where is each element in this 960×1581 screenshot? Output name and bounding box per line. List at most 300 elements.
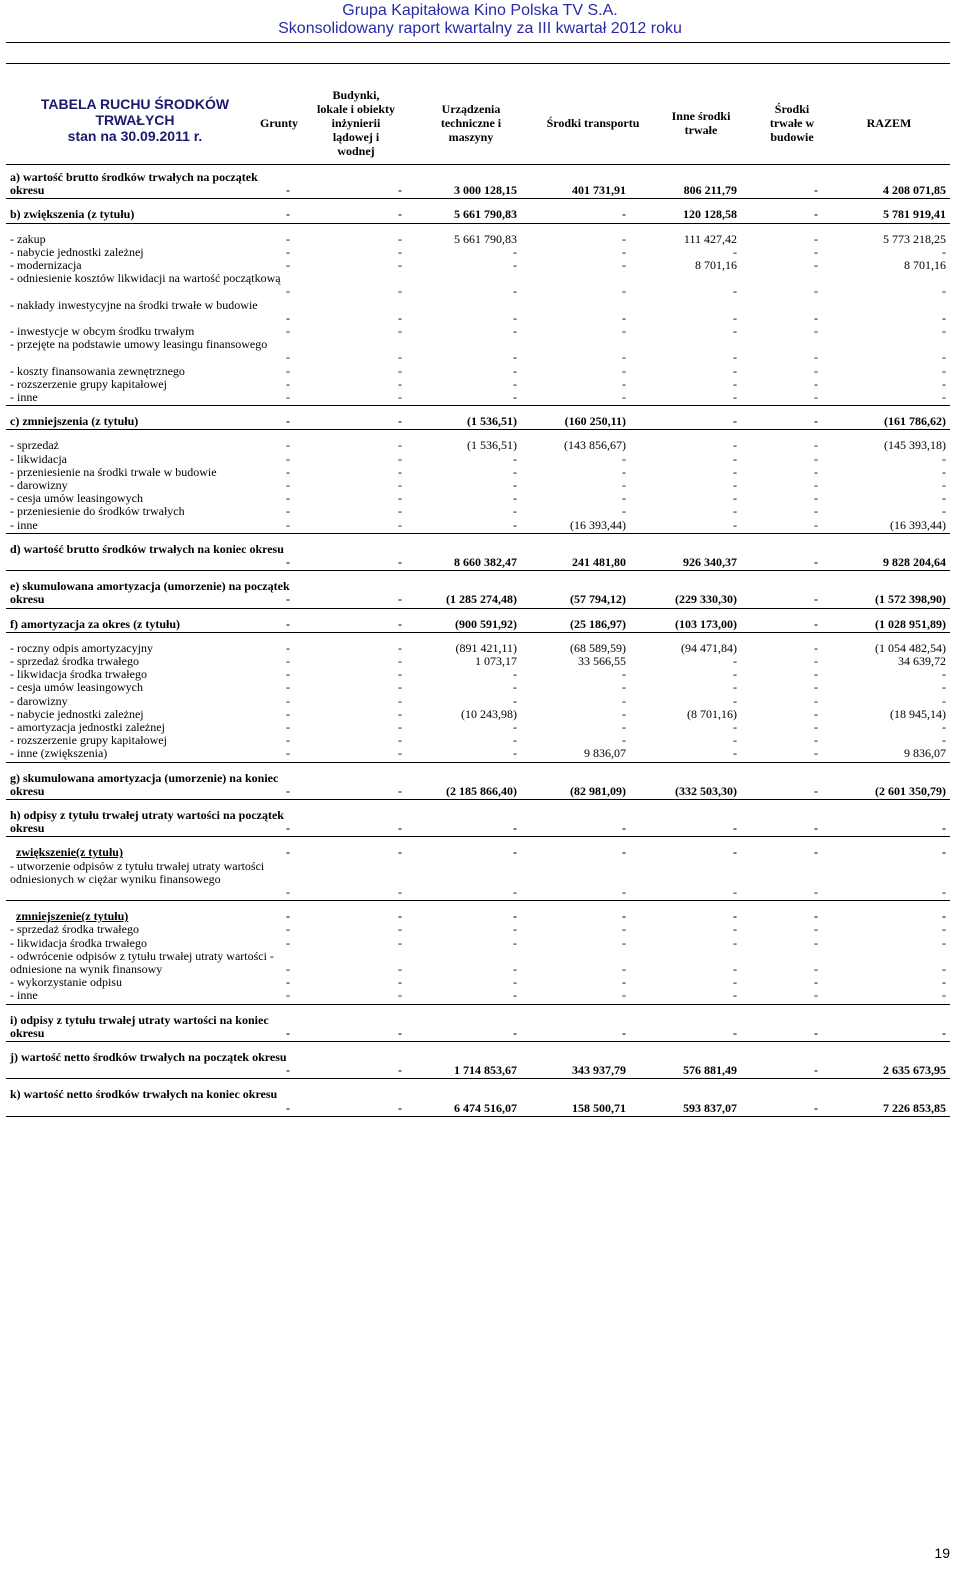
row-value-col-5: - [733, 988, 737, 1003]
row-label: b) zwiększenia (z tytułu) [10, 207, 135, 222]
row-value-col-3: - [513, 720, 517, 734]
row-value-col-4: (25 186,97) [570, 616, 626, 631]
table-title [10, 96, 260, 144]
row-value-col-2: - [398, 975, 402, 990]
row-value-col-3: - [513, 733, 517, 748]
row-value-col-4: - [622, 1025, 626, 1040]
row-value-col-7: - [942, 680, 946, 695]
table-row [6, 391, 950, 404]
row-value-col-5: (94 471,84) [681, 640, 737, 655]
row-value-col-5: - [733, 376, 737, 391]
row-value-col-2: - [398, 640, 402, 655]
table-row [6, 519, 950, 532]
table-row [6, 453, 950, 466]
document-header [0, 0, 960, 38]
row-value-col-4: - [622, 935, 626, 950]
row-value-col-6: - [814, 935, 818, 950]
row-value-col-6: - [814, 350, 818, 365]
row-value-col-6: - [814, 592, 818, 607]
row-value-col-4: - [622, 350, 626, 365]
row-value-col-3: - [513, 988, 517, 1003]
row-value-col-2: - [398, 244, 402, 259]
row-label: - inne [10, 517, 38, 532]
row-value-col-7: - [942, 284, 946, 299]
row-value-col-5: - [733, 935, 737, 950]
row-divider [6, 1116, 950, 1117]
row-value-col-7: - [942, 491, 946, 506]
row-value-col-6: - [814, 746, 818, 761]
row-label: - darowizny [10, 478, 68, 492]
table-row [6, 923, 950, 936]
row-value-col-6: - [814, 478, 818, 492]
row-value-col-6: - [814, 733, 818, 748]
row-value-col-1: - [286, 616, 290, 631]
row-value-col-1: - [286, 390, 290, 404]
row-value-col-7: - [942, 720, 946, 734]
row-value-col-2: - [398, 451, 402, 466]
row-value-col-1: - [286, 909, 290, 924]
row-value-col-2: - [398, 720, 402, 734]
row-value-col-5: - [733, 746, 737, 761]
row-value-col-4: - [622, 821, 626, 836]
row-value-col-1: - [286, 961, 290, 976]
row-value-col-2: - [398, 183, 402, 198]
row-label: - rozszerzenie grupy kapitałowej [10, 376, 167, 391]
header-report-title: Skonsolidowany raport kwartalny za III kwartał 2012 roku [278, 20, 682, 37]
row-value-col-5: - [733, 438, 737, 453]
header-company: Grupa Kapitałowa Kino Polska TV S.A. [342, 2, 618, 19]
row-value-col-3: 3 000 128,15 [454, 183, 517, 198]
row-value-col-1: - [286, 693, 290, 708]
col-header-inne: Inne środki trwałe [671, 109, 731, 137]
row-value-col-7: - [942, 988, 946, 1003]
row-value-col-7: 9 828 204,64 [883, 554, 946, 569]
row-label: - wykorzystanie odpisu [10, 975, 122, 990]
row-value-col-3: - [513, 350, 517, 365]
table-row [6, 655, 950, 668]
row-value-col-6: - [814, 961, 818, 976]
row-value-col-4: - [622, 244, 626, 259]
table-row [6, 272, 950, 298]
row-divider [6, 223, 950, 224]
row-value-col-6: - [814, 1063, 818, 1078]
row-value-col-3: (1 536,51) [467, 438, 517, 453]
row-label: k) wartość netto środków trwałych na koniec okresu [10, 1087, 278, 1102]
row-value-col-4: 33 566,55 [578, 654, 626, 668]
row-divider [6, 405, 950, 406]
row-value-col-4: (57 794,12) [570, 592, 626, 607]
row-value-col-1: - [286, 746, 290, 761]
table-header [6, 84, 950, 162]
row-value-col-7: - [942, 478, 946, 492]
row-value-col-7: 9 836,07 [904, 746, 946, 761]
row-value-col-1: - [286, 414, 290, 429]
row-value-col-5: 806 211,79 [683, 183, 737, 198]
row-value-col-3: - [513, 667, 517, 682]
row-value-col-4: (160 250,11) [564, 414, 626, 429]
table-row [6, 976, 950, 989]
row-value-col-3: - [513, 935, 517, 950]
row-value-col-7: 8 701,16 [904, 258, 946, 272]
row-value-col-2: - [398, 616, 402, 631]
row-value-col-2: - [398, 207, 402, 222]
row-value-col-1: - [286, 491, 290, 506]
table-title-line2: TRWAŁYCH [95, 112, 175, 128]
row-value-col-2: - [398, 845, 402, 860]
row-value-col-7: - [942, 961, 946, 976]
row-label: - likwidacja [10, 451, 67, 466]
row-value-col-5: - [733, 845, 737, 860]
row-value-col-1: - [286, 654, 290, 668]
row-value-col-6: - [814, 922, 818, 937]
row-value-col-3: - [513, 821, 517, 836]
table-row [6, 365, 950, 378]
table-row [6, 668, 950, 681]
table-row [6, 747, 950, 760]
row-value-col-6: - [814, 258, 818, 272]
row-value-col-5: - [733, 922, 737, 937]
row-value-col-5: (103 173,00) [675, 616, 737, 631]
row-value-col-4: - [622, 451, 626, 466]
row-value-col-7: - [942, 884, 946, 899]
row-value-col-7: - [942, 845, 946, 860]
row-value-col-2: - [398, 258, 402, 272]
table-row [6, 1051, 950, 1077]
table-row [6, 937, 950, 950]
row-label: h) odpisy z tytułu trwałej utraty wartości na początek okresu [10, 808, 284, 835]
row-value-col-3: (1 536,51) [467, 414, 517, 429]
row-value-col-2: - [398, 376, 402, 391]
row-value-col-3: - [513, 845, 517, 860]
row-value-col-1: - [286, 1063, 290, 1078]
row-value-col-6: - [814, 231, 818, 246]
row-value-col-7: - [942, 244, 946, 259]
row-divider [6, 533, 950, 534]
row-value-col-7: 4 208 071,85 [883, 183, 946, 198]
table-row [6, 439, 950, 452]
row-value-col-5: (332 503,30) [675, 783, 737, 798]
row-value-col-7: (2 601 350,79) [875, 783, 946, 798]
row-value-col-7: - [942, 693, 946, 708]
row-value-col-1: - [286, 554, 290, 569]
row-value-col-7: 5 781 919,41 [883, 207, 946, 222]
row-value-col-5: - [733, 733, 737, 748]
row-label: - nakłady inwestycyjne na środki trwałe w budowie [10, 297, 258, 312]
row-value-col-5: - [733, 363, 737, 378]
table-title-line3: stan na 30.09.2011 r. [67, 128, 203, 144]
row-value-col-6: - [814, 693, 818, 708]
row-value-col-3: (900 591,92) [455, 616, 517, 631]
row-label: - modernizacja [10, 258, 82, 272]
row-value-col-1: - [286, 376, 290, 391]
row-divider [6, 1078, 950, 1079]
row-value-col-4: - [622, 207, 626, 222]
row-value-col-5: (229 330,30) [675, 592, 737, 607]
row-label: - inne [10, 390, 38, 404]
row-divider [6, 762, 950, 763]
row-value-col-2: - [398, 363, 402, 378]
table-row [6, 950, 950, 976]
row-value-col-3: 5 661 790,83 [454, 207, 517, 222]
row-value-col-4: - [622, 464, 626, 479]
row-value-col-2: - [398, 284, 402, 299]
row-value-col-4: - [622, 909, 626, 924]
row-value-col-6: - [814, 244, 818, 259]
row-divider [6, 799, 950, 800]
table-row [6, 415, 950, 428]
row-value-col-5: - [733, 491, 737, 506]
row-value-col-6: - [814, 438, 818, 453]
row-value-col-1: - [286, 183, 290, 198]
table-row [6, 1088, 950, 1114]
row-value-col-3: (1 285 274,48) [446, 592, 517, 607]
row-value-col-2: - [398, 491, 402, 506]
row-value-col-7: 7 226 853,85 [883, 1100, 946, 1115]
row-value-col-3: 8 660 382,47 [454, 554, 517, 569]
row-value-col-5: 120 128,58 [683, 207, 737, 222]
row-value-col-2: - [398, 390, 402, 404]
row-value-col-3: - [513, 693, 517, 708]
row-value-col-6: - [814, 616, 818, 631]
table-row [6, 580, 950, 606]
row-value-col-6: - [814, 324, 818, 338]
row-value-col-7: 34 639,72 [898, 654, 946, 668]
row-value-col-7: (18 945,14) [890, 706, 946, 721]
row-value-col-6: - [814, 504, 818, 519]
row-label: zwiększenie(z tytułu) [16, 845, 123, 860]
row-value-col-7: (1 028 951,89) [875, 616, 946, 631]
row-value-col-4: (16 393,44) [570, 517, 626, 532]
row-label: - roczny odpis amortyzacyjny [10, 640, 153, 655]
row-value-col-7: (1 572 398,90) [875, 592, 946, 607]
row-value-col-1: - [286, 350, 290, 365]
row-value-col-4: - [622, 988, 626, 1003]
table-row [6, 233, 950, 246]
row-value-col-4: - [622, 733, 626, 748]
row-value-col-1: - [286, 680, 290, 695]
row-value-col-3: - [513, 504, 517, 519]
table-row [6, 479, 950, 492]
row-value-col-6: - [814, 720, 818, 734]
table-row [6, 846, 950, 859]
row-value-col-1: - [286, 783, 290, 798]
row-value-col-4: 9 836,07 [584, 746, 626, 761]
row-value-col-2: - [398, 414, 402, 429]
row-value-col-3: - [513, 451, 517, 466]
row-value-col-6: - [814, 207, 818, 222]
row-label: d) wartość brutto środków trwałych na koniec okresu [10, 541, 284, 556]
row-divider [6, 632, 950, 633]
row-value-col-5: - [733, 478, 737, 492]
row-label: f) amortyzacja za okres (z tytułu) [10, 616, 181, 631]
table-row [6, 618, 950, 631]
row-value-col-3: - [513, 363, 517, 378]
row-value-col-3: (891 421,11) [455, 640, 517, 655]
table-row [6, 708, 950, 721]
row-value-col-1: - [286, 988, 290, 1003]
row-value-col-4: - [622, 706, 626, 721]
row-value-col-1: - [286, 884, 290, 899]
row-divider [6, 1004, 950, 1005]
row-label: - zakup [10, 231, 46, 246]
table-row [6, 910, 950, 923]
row-value-col-1: - [286, 231, 290, 246]
table-row [6, 989, 950, 1002]
row-value-col-7: - [942, 922, 946, 937]
row-value-col-6: - [814, 988, 818, 1003]
row-value-col-4: - [622, 680, 626, 695]
row-value-col-1: - [286, 845, 290, 860]
row-value-col-6: - [814, 451, 818, 466]
row-value-col-6: - [814, 884, 818, 899]
table-row [6, 338, 950, 364]
row-value-col-3: - [513, 746, 517, 761]
row-value-col-5: - [733, 884, 737, 899]
row-value-col-6: - [814, 414, 818, 429]
row-value-col-1: - [286, 720, 290, 734]
row-value-col-7: - [942, 935, 946, 950]
row-value-col-3: - [513, 376, 517, 391]
row-label: g) skumulowana amortyzacja (umorzenie) na koniec okresu [10, 770, 279, 798]
row-value-col-1: - [286, 935, 290, 950]
row-value-col-4: - [622, 284, 626, 299]
row-label: - utworzenie odpisów z tytułu trwałej utraty wartości odniesionych w ciężar wyniku finansowego [10, 858, 265, 886]
row-value-col-6: - [814, 706, 818, 721]
row-value-col-6: - [814, 310, 818, 325]
row-value-col-7: - [942, 504, 946, 519]
row-value-col-2: - [398, 654, 402, 668]
row-value-col-2: - [398, 746, 402, 761]
row-value-col-2: - [398, 821, 402, 836]
row-value-col-7: - [942, 324, 946, 338]
table-top-border [6, 63, 950, 64]
row-value-col-5: - [733, 680, 737, 695]
row-value-col-1: - [286, 733, 290, 748]
page-number: 19 [934, 1545, 950, 1561]
row-value-col-2: - [398, 909, 402, 924]
table-row [6, 208, 950, 221]
row-value-col-1: - [286, 1025, 290, 1040]
row-value-col-2: - [398, 961, 402, 976]
row-label: - odwrócenie odpisów z tytułu trwałej utraty wartości - odniesione na wynik finansowy [10, 948, 274, 976]
row-value-col-3: - [513, 244, 517, 259]
row-label: - nabycie jednostki zależnej [10, 706, 144, 721]
row-value-col-1: - [286, 667, 290, 682]
table-row [6, 695, 950, 708]
row-value-col-1: - [286, 258, 290, 272]
row-value-col-3: - [513, 324, 517, 338]
row-value-col-4: - [622, 922, 626, 937]
row-value-col-3: - [513, 517, 517, 532]
table-header-border [6, 164, 950, 165]
row-value-col-7: - [942, 821, 946, 836]
col-header-urzadzenia: Urządzenia techniczne i maszyny [440, 102, 502, 144]
row-label: - likwidacja środka trwałego [10, 667, 147, 682]
row-value-col-5: 111 427,42 [683, 231, 737, 246]
row-value-col-3: - [513, 909, 517, 924]
row-value-col-3: - [513, 258, 517, 272]
row-value-col-1: - [286, 640, 290, 655]
row-value-col-4: 343 937,79 [572, 1063, 626, 1078]
table-row [6, 171, 950, 197]
row-label: - koszty finansowania zewnętrznego [10, 363, 185, 378]
col-header-razem: RAZEM [866, 116, 912, 130]
row-value-col-2: - [398, 988, 402, 1003]
row-value-col-5: - [733, 720, 737, 734]
row-label: - inne (zwiększenia) [10, 746, 108, 761]
row-label: - odniesienie kosztów likwidacji na wartość początkową [10, 271, 281, 286]
row-value-col-1: - [286, 517, 290, 532]
row-value-col-7: (161 786,62) [884, 414, 946, 429]
row-value-col-6: - [814, 284, 818, 299]
row-value-col-1: - [286, 284, 290, 299]
row-value-col-4: (82 981,09) [570, 783, 626, 798]
row-value-col-2: - [398, 517, 402, 532]
row-value-col-3: 1 073,17 [475, 654, 517, 668]
row-value-col-3: - [513, 1025, 517, 1040]
row-value-col-7: 2 635 673,95 [883, 1063, 946, 1078]
row-value-col-3: - [513, 491, 517, 506]
row-value-col-6: - [814, 640, 818, 655]
row-value-col-5: - [733, 654, 737, 668]
row-value-col-5: 926 340,37 [683, 554, 737, 569]
row-label: a) wartość brutto środków trwałych na początek okresu [10, 170, 258, 197]
row-value-col-1: - [286, 363, 290, 378]
table-row [6, 734, 950, 747]
row-value-col-4: - [622, 884, 626, 899]
row-value-col-6: - [814, 783, 818, 798]
row-value-col-6: - [814, 1100, 818, 1115]
row-value-col-4: (143 856,67) [564, 438, 626, 453]
row-value-col-1: - [286, 207, 290, 222]
row-value-col-7: - [942, 390, 946, 404]
row-label: - darowizny [10, 693, 68, 708]
row-value-col-3: - [513, 310, 517, 325]
row-value-col-2: - [398, 438, 402, 453]
row-value-col-4: - [622, 845, 626, 860]
row-value-col-3: - [513, 464, 517, 479]
row-label: - sprzedaż środka trwałego [10, 922, 139, 937]
col-header-w-budowie: Środki trwałe w budowie [769, 102, 815, 144]
row-label: - przeniesienie na środki trwałe w budowie [10, 464, 217, 479]
row-divider [6, 836, 950, 837]
row-value-col-5: - [733, 451, 737, 466]
row-value-col-2: - [398, 783, 402, 798]
row-value-col-6: - [814, 517, 818, 532]
row-value-col-4: - [622, 491, 626, 506]
table-row [6, 809, 950, 835]
row-value-col-6: - [814, 390, 818, 404]
row-value-col-1: - [286, 821, 290, 836]
table-row [6, 246, 950, 259]
row-value-col-3: - [513, 390, 517, 404]
row-value-col-6: - [814, 680, 818, 695]
row-value-col-6: - [814, 667, 818, 682]
row-label: - przejęte na podstawie umowy leasingu finansowego [10, 337, 268, 352]
row-value-col-6: - [814, 376, 818, 391]
row-value-col-7: - [942, 667, 946, 682]
row-value-col-4: - [622, 720, 626, 734]
row-value-col-4: - [622, 310, 626, 325]
row-value-col-5: - [733, 284, 737, 299]
row-value-col-3: - [513, 922, 517, 937]
row-value-col-3: 6 474 516,07 [454, 1100, 517, 1115]
row-value-col-6: - [814, 845, 818, 860]
row-value-col-5: - [733, 517, 737, 532]
row-value-col-2: - [398, 733, 402, 748]
header-divider [6, 42, 950, 43]
row-value-col-2: - [398, 935, 402, 950]
